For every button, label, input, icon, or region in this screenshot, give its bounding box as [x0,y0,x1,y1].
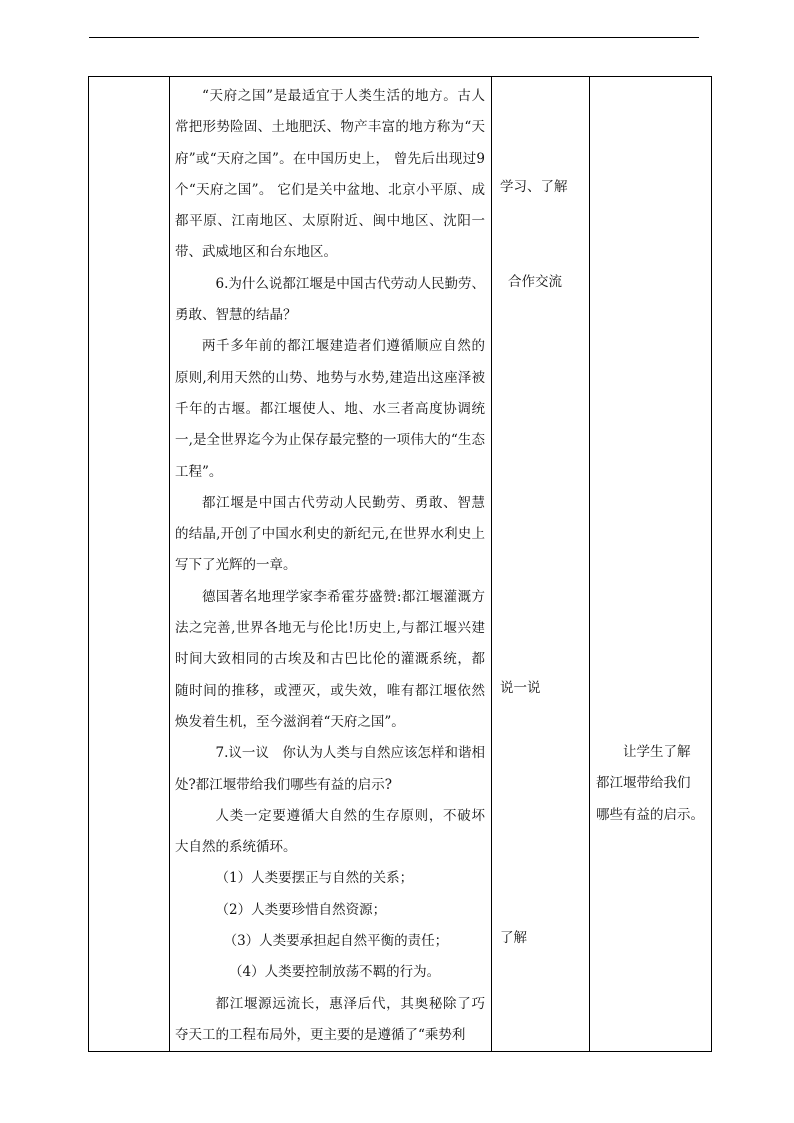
point-1: （1）人类要摆正与自然的关系； [215,870,414,887]
intent-line-3: 哪些有益的启示。 [596,806,704,823]
activity-speak: 说一说 [500,680,541,696]
student-activity-cell [492,77,590,1052]
design-intent-cell [590,77,712,1052]
header-rule [89,37,699,38]
design-intent [596,737,708,831]
point-3: （3）人类要承担起自然平衡的责任； [223,933,449,950]
activity-learn: 学习、了解 [500,179,568,195]
paragraph-principle: 人类一定要遵循大自然的生存原则，不破坏大自然的系统循环。 [175,807,485,856]
activity-cooperate: 合作交流 [508,274,562,290]
paragraph-ecology: 两千多年前的都江堰建造者们遵循顺应自然的原则,利用天然的山势、地势与水势,建造出这座泽被千年的古堰。都江堰使人、地、水三者高度协调统一,是全世界迄今为止保存最完整的一项伟大的“生态工程”。 [175,338,485,480]
point-2: （2）人类要珍惜自然资源； [215,901,387,918]
paragraph-crystallization: 都江堰是中国古代劳动人民勤劳、勇敢、智慧的结晶,开创了中国水利史的新纪元,在世界水利史上写下了光辉的一章。 [175,494,485,574]
teaching-content [170,77,491,1051]
paragraph-richthofen: 德国著名地理学家李希霍芬盛赞:都江堰灌溉方法之完善,世界各地无与伦比!历史上,与都江堰兴建时间大致相同的古埃及和古巴比伦的灌溉系统，都随时间的推移，或湮灭，或失效，唯有都江堰依然焕发着生机，至今滋润着“天府之国”。 [175,588,485,730]
intent-line-2: 都江堰带给我们 [596,775,691,792]
lesson-plan-table [88,76,712,1052]
teaching-content-cell [170,77,492,1052]
stage-cell [89,77,170,1052]
question-7: 7.议一议 你认为人类与自然应该怎样和谐相处?都江堰带给我们哪些有益的启示? [175,745,485,793]
intent-line-1: 让学生了解 [623,744,691,760]
paragraph-tianfu: “天府之国”是最适宜于人类生活的地方。古人常把形势险固、土地肥沃、物产丰富的地方称为“天府”或“天府之国”。在中国历史上， 曾先后出现过9个“天府之国”。 它们是关中盆地、北京小平原、成都平原、江南地区、太原附近、闽中地区、沈阳一带、武威地区和台东地区。 [175,88,485,261]
paragraph-secret: 都江堰源远流长，惠泽后代，其奥秘除了巧夺天工的工程布局外，更主要的是遵循了“乘势利 [175,995,485,1043]
activity-understand: 了解 [500,930,527,946]
point-4: （4）人类要控制放荡不羁的行为。 [229,964,441,981]
question-6: 6.为什么说都江堰是中国古代劳动人民勤劳、勇敢、智慧的结晶？ [175,275,485,324]
